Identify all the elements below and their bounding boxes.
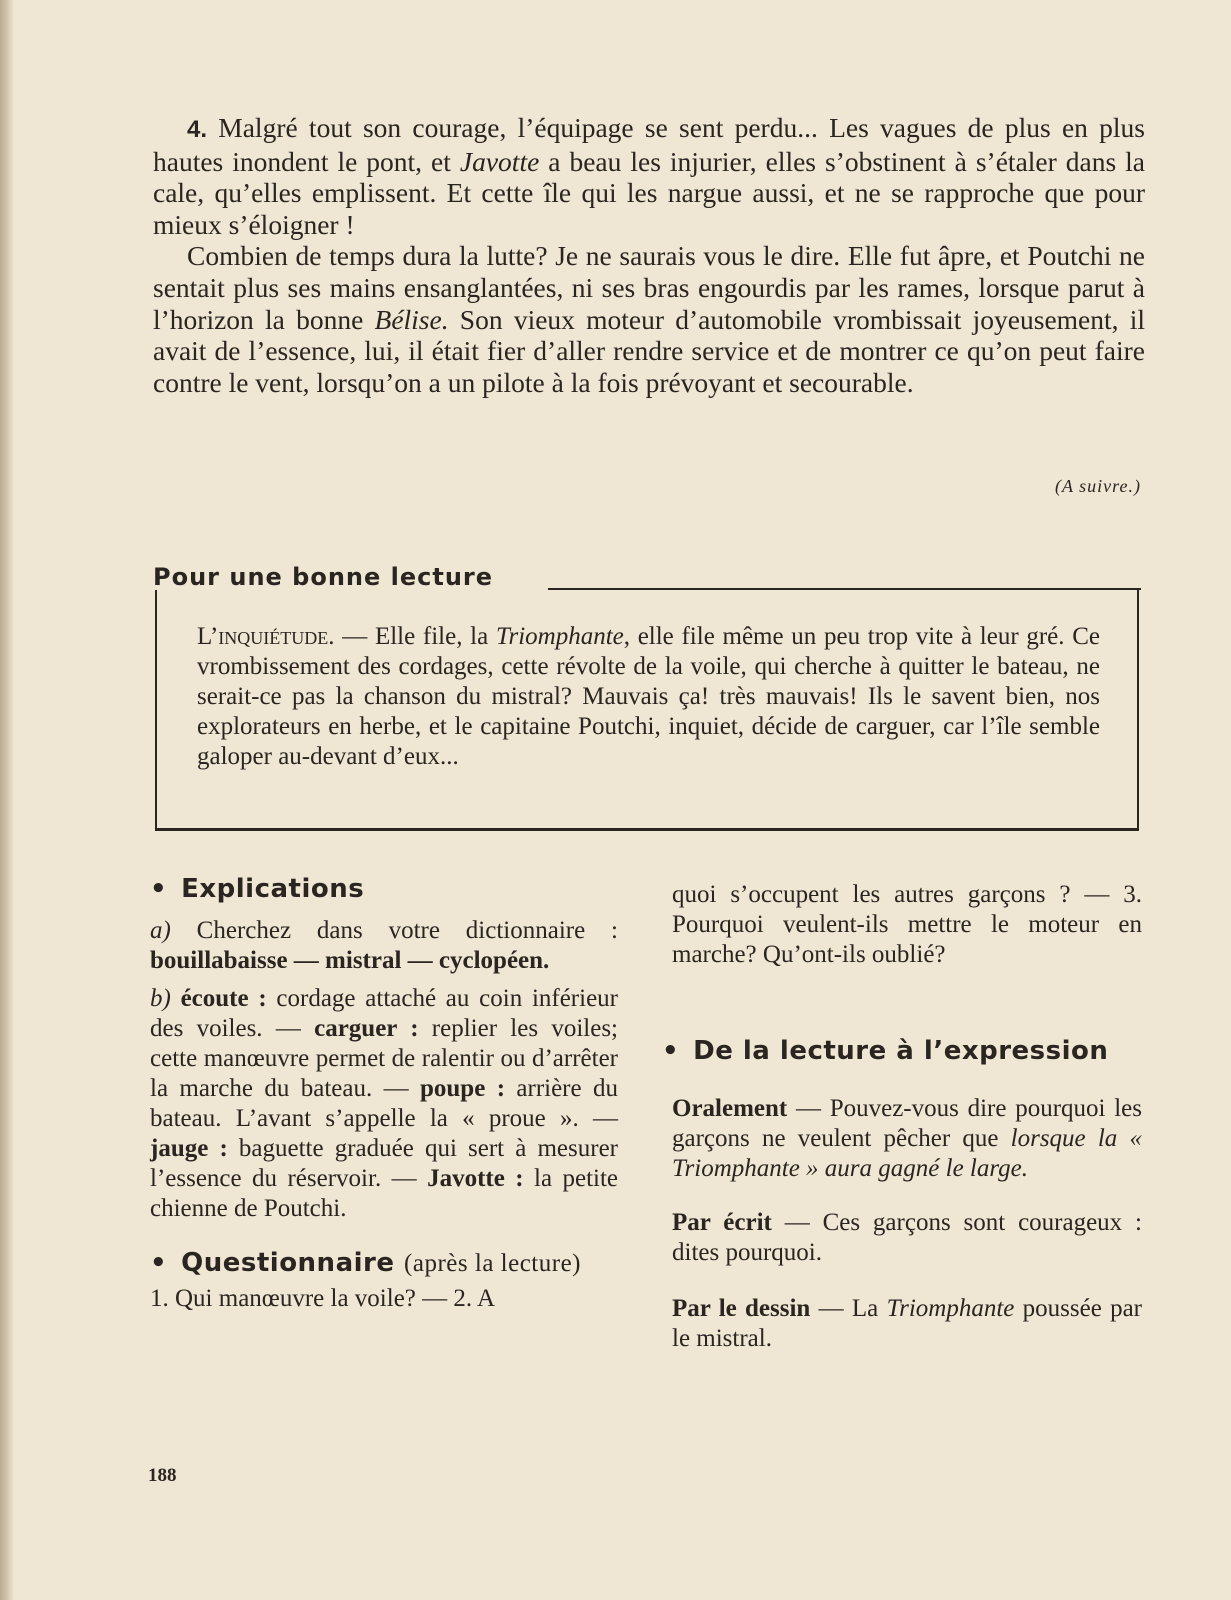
to-be-continued: (A suivre.) (1055, 476, 1141, 496)
glossary-term: écoute : (180, 985, 267, 1012)
expression-ecrit (672, 1208, 1142, 1268)
glossary-term: jauge : (150, 1135, 228, 1162)
bullet-icon: • (662, 1036, 680, 1066)
glossary-term: poupe : (420, 1075, 506, 1102)
glossary-definition: cordage attaché au coin inférieur des voiles. — (150, 985, 618, 1042)
story-text-run: Son vieux moteur d’automobile vrombissait joyeusement, il avait de l’essence, lui, il était fier d’aller rendre service et de montrer ce qu’on peut faire contre le vent, lorsqu’on a un pilote à la fois prévoyant et secourable. (153, 303, 1146, 398)
story-paragraph-5 (153, 240, 1145, 398)
questionnaire-heading (150, 1248, 618, 1278)
item-label: b) (150, 985, 171, 1012)
story-paragraph-4 (153, 112, 1145, 240)
reading-section-title: Pour une bonne lecture (153, 563, 494, 591)
explications-title: Explications (181, 874, 365, 904)
story-text (153, 112, 1145, 398)
bullet-icon: • (150, 874, 168, 904)
reading-italic-name: Triomphante (495, 623, 624, 650)
story-text-run: Combien de temps dura la lutte? Je ne saurais vous le dire. Elle fut âpre, et Poutchi ne sentait plus ses mains ensanglantées, ni ses bras engourdis par les rames, lorsque parut à l’horizon la bonne (153, 240, 1145, 335)
expression-text: — Ces garçons sont courageux : dites pourquoi. (672, 1209, 1142, 1266)
expression-text: — Pouvez-vous dire pourquoi les garçons ne veulent pêcher que (672, 1095, 1142, 1152)
glossary-term: Javotte : (427, 1165, 524, 1192)
expression-title: De la lecture à l’expression (693, 1036, 1109, 1066)
page-edge (0, 0, 14, 1600)
glossary-definition: arrière du bateau. L’avant s’appelle la « proue ». — (150, 1075, 618, 1132)
explications-b (150, 984, 618, 1224)
expression-label: Par écrit (672, 1209, 772, 1236)
expression-oral (672, 1094, 1142, 1184)
explications-heading (150, 874, 618, 904)
expression-label: Par le dessin (672, 1295, 811, 1322)
expression-italic: Triomphante (886, 1295, 1015, 1322)
glossary-term: carguer : (314, 1015, 419, 1042)
explications-text: Cherchez dans votre dictionnaire : (170, 917, 618, 944)
reading-box-text (197, 622, 1100, 772)
expression-label: Oralement (672, 1095, 788, 1122)
reading-text-run: , elle file même un peu trop vite à leur gré. Ce vrombissement des cordages, cette révolte de la voile, qui cherche à quitter le bateau, ne serait-ce pas la chanson du mistral? Mauvais ça! très mauvais! Ils le savent bien, nos explorateurs en herbe, et le capitaine Poutchi, inquiet, décide de carguer, car l’île semble galoper au-devant d’eux... (197, 623, 1100, 770)
expression-text: poussée par le mistral. (672, 1295, 1142, 1352)
story-text-run: Malgré tout son courage, l’équipage se sent perdu... Les vagues de plus en plus hautes inondent le pont, et (153, 112, 1145, 177)
item-label: a) (150, 917, 171, 944)
story-italic-name: Javotte (459, 145, 540, 177)
story-text-run: a beau les injurier, elles s’obstinent à s’étaler dans la cale, qu’elles emplissent. Et cette île qui les nargue aussi, et ne se rapproche que pour mieux s’éloigner ! (153, 145, 1146, 240)
questionnaire-title: Questionnaire (181, 1248, 395, 1278)
page-number: 188 (148, 1465, 177, 1486)
right-column (662, 880, 1143, 1354)
questionnaire-text-right: quoi s’occupent les autres garçons ? — 3. Pourquoi veulent-ils mettre le moteur en marche? Qu’ont-ils oublié? (672, 881, 1142, 968)
paragraph-number: 4. (187, 116, 208, 143)
reading-label: L’inquiétude. (197, 623, 335, 650)
glossary-definition: la petite chienne de Poutchi. (150, 1165, 619, 1222)
questionnaire-text-left: 1. Qui manœuvre la voile? — 2. A (150, 1285, 496, 1312)
bullet-icon: • (150, 1248, 168, 1278)
expression-heading (662, 1036, 1142, 1066)
explications-a (150, 916, 618, 976)
expression-dessin (672, 1294, 1142, 1354)
reading-text-run: — Elle file, la (334, 623, 496, 650)
glossary-definition: replier les voiles; cette manœuvre permet de ralentir ou d’arrêter la marche du bateau. — (150, 1015, 618, 1102)
story-italic-name: Bélise. (374, 303, 449, 335)
vocabulary-words: bouillabaisse — mistral — cyclopéen. (150, 947, 550, 974)
expression-text: — La (810, 1295, 887, 1322)
questionnaire-subtitle: (après la lecture) (404, 1250, 581, 1277)
left-column (150, 874, 618, 1314)
expression-italic: lorsque la « Triomphante » aura gagné le large. (672, 1125, 1143, 1182)
glossary-definition: baguette graduée qui sert à mesurer l’essence du réservoir. — (150, 1135, 618, 1192)
